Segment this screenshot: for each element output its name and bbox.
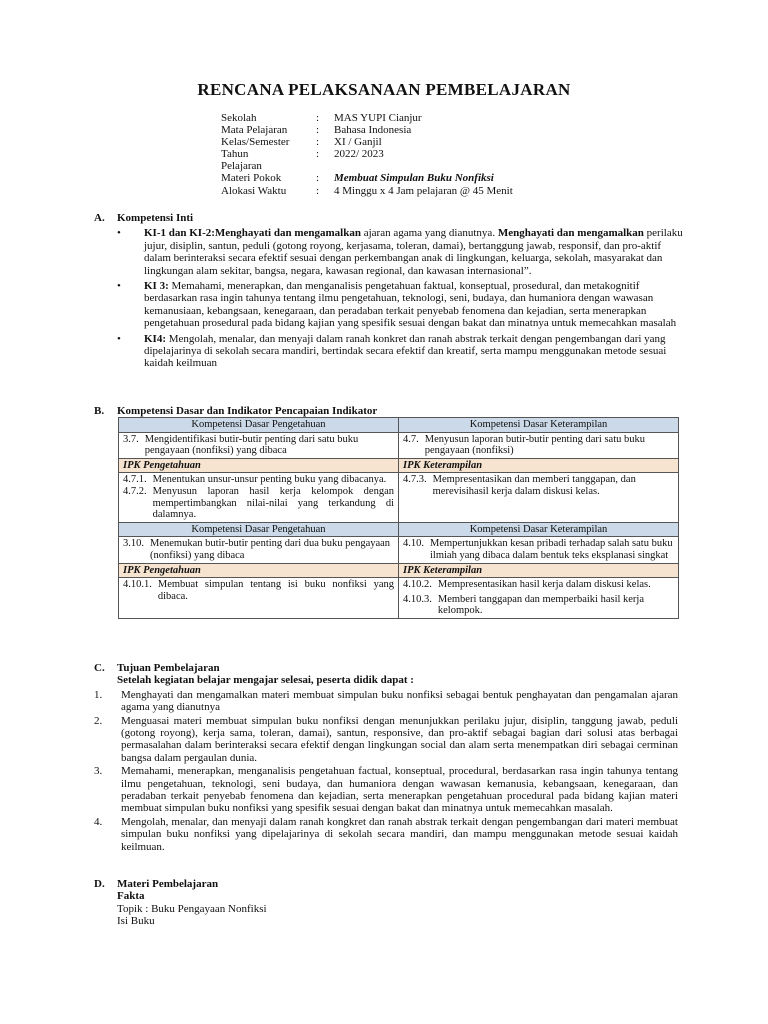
- list-item: [94, 715, 678, 765]
- kd-ipk-table: [118, 417, 679, 619]
- item-text: Menguasai materi membuat simpulan buku nonfiksi dengan menunjukkan perilaku jujur, disiplin, tanggung jawab, peduli (gotong royong), kerja sama, toleran, damai), santun, responsive, dan pro-aktif sebagai bagian dari solusi atas berbagai permasalahan dalam berinteraksi secara efektif dengan lingkungan social dan alam serta menempatkan diri sebagai cerminan bangsa dalam pergaulan dunia.: [121, 714, 678, 764]
- ki-4-item: • KI4: Mengolah, menalar, dan menyaji dalam ranah konkret dan ranah abstrak terkait dengan pengembangan dari yang dipelajarinya di sekolah secara mandiri, bertindak secara efektif dan kreatif, serta mampu menggunakan metode sesuai kaidah keilmuan: [117, 332, 667, 370]
- info-row: [221, 148, 594, 160]
- info-value: Bahasa Indonesia: [334, 124, 412, 137]
- table-row: [119, 578, 679, 619]
- info-label: Kelas/Semester: [221, 136, 290, 149]
- section-c-heading: C. Tujuan Pembelajaran: [94, 662, 220, 674]
- table-row: [119, 537, 679, 563]
- item-number: 1.: [94, 688, 103, 701]
- info-value: 4 Minggu x 4 Jam pelajaran @ 45 Menit: [334, 184, 513, 197]
- ipk-pengetahuan-cell: 4.10.1. Membuat simpulan tentang isi buku nonfiksi yang dibaca.: [119, 578, 399, 619]
- ipk-pengetahuan-label: IPK Pengetahuan: [119, 458, 399, 473]
- item-text: Menghayati dan mengamalkan materi membuat simpulan buku nonfiksi sebagai bentuk penghayatan dan pengamalan ajaran agama yang dianutnya: [121, 688, 678, 714]
- info-value: XI / Ganjil: [334, 136, 382, 149]
- info-label: Materi Pokok: [221, 172, 282, 185]
- table-row: [119, 432, 679, 458]
- info-separator: :: [316, 112, 320, 124]
- info-separator: :: [316, 172, 320, 185]
- item-number: 2.: [94, 714, 103, 727]
- info-label: Mata Pelajaran: [221, 124, 288, 137]
- item-text: Mengolah, menalar, dan menyaji dalam ranah kongkret dan ranah abstrak terkait dengan pengembangan dari materi membuat simpulan buku nonfiksi yang dipelajarinya di sekolah secara mandiri, dan mampu menggunakan metode sesuai kaidah keilmuan.: [121, 815, 678, 853]
- kd-3-7-cell: 3.7. Mengidentifikasi butir-butir penting dari satu buku pengayaan (nonfiksi) yang dibaca: [119, 432, 399, 458]
- section-a-heading: A. Kompetensi Inti: [94, 212, 194, 224]
- ipk-keterampilan-label: IPK Keterampilan: [399, 563, 679, 578]
- info-value: [334, 160, 594, 172]
- item-number: 3.: [94, 765, 103, 778]
- section-kompetensi-dasar: [94, 405, 684, 417]
- ipk-header-row: [119, 563, 679, 578]
- ipk-pengetahuan-cell: 4.7.1. Menentukan unsur-unsur penting buku yang dibacanya. 4.7.2. Menyusun laporan hasil kerja kelompok dengan mempertimbangkan nilai-nilai yang terkandung di dalamnya.: [119, 473, 399, 522]
- kd-3-10-cell: 3.10. Menemukan butir-butir penting dari dua buku pengayaan (nonfiksi) yang dibaca: [119, 537, 399, 563]
- isi-buku-text: Isi Buku: [117, 915, 155, 928]
- info-row: [221, 185, 594, 197]
- ki-3-item: • KI 3: Memahami, menerapkan, dan menganalisis pengetahuan faktual, konseptual, prosedural, dan metakognitif berdasarkan rasa ingin tahunya tentang ilmu pengetahuan, teknologi, seni, budaya, dan humaniora dengan wawasan kemanusiaan, kebangsaan, kenegaraan, dan peradaban terkait penyebab fenomena dan kejadian, serta menerapkan pengetahuan prosedural pada bidang kajian yang spesifik sesuai dengan bakat dan minatnya untuk memecahkan masalah: [117, 280, 677, 330]
- section-tujuan-pembelajaran: [94, 662, 678, 854]
- table-header-row: [119, 418, 679, 433]
- identity-table: [221, 112, 594, 197]
- list-item: [94, 689, 678, 714]
- ipk-keterampilan-cell: 4.7.3. Mempresentasikan dan memberi tanggapan, dan merevisihasil kerja dalam diskusi kelas.: [399, 473, 679, 522]
- info-label: Pelajaran: [221, 160, 262, 173]
- ipk-pengetahuan-label: IPK Pengetahuan: [119, 563, 399, 578]
- header-kd-pengetahuan: Kompetensi Dasar Pengetahuan: [119, 522, 399, 537]
- info-row: [221, 112, 594, 124]
- info-row: [221, 160, 594, 172]
- kd-4-7-cell: 4.7. Menyusun laporan butir-butir penting dari satu buku pengayaan (nonfiksi): [399, 432, 679, 458]
- info-separator: :: [316, 148, 320, 161]
- info-separator: :: [316, 136, 320, 149]
- section-kompetensi-inti: [94, 212, 684, 373]
- header-kd-keterampilan: Kompetensi Dasar Keterampilan: [399, 418, 679, 433]
- ipk-keterampilan-cell: 4.10.2. Mempresentasikan hasil kerja dalam diskusi kelas. 4.10.3. Memberi tanggapan dan memperbaiki hasil kerja kelompok.: [399, 578, 679, 619]
- info-value: MAS YUPI Cianjur: [334, 112, 422, 124]
- table-row: [119, 473, 679, 522]
- ki-1-2-item: • KI-1 dan KI-2:Menghayati dan mengamalkan ajaran agama yang dianutnya. Menghayati dan mengamalkan perilaku jujur, disiplin, santun, peduli (gotong royong, kerjasama, toleran, damai), bertanggung jawab, responsif, dan pro-aktif dalam berinteraksi secara efektif sesuai dengan perkembangan anak di lingkungan, keluarga, sekolah, masyarakat dan lingkungan alam sekitar, bangsa, negara, kawasan regional, dan kawasan internasional”.: [117, 227, 683, 277]
- info-label: Tahun: [221, 148, 249, 161]
- list-item: [94, 816, 678, 853]
- ipk-keterampilan-label: IPK Keterampilan: [399, 458, 679, 473]
- info-separator: [316, 160, 334, 172]
- kd-4-10-cell: 4.10. Mempertunjukkan kesan pribadi terhadap salah satu buku ilmiah yang dibaca dalam bentuk teks eksplanasi singkat: [399, 537, 679, 563]
- info-separator: :: [316, 124, 320, 137]
- header-kd-keterampilan: Kompetensi Dasar Keterampilan: [399, 522, 679, 537]
- info-row: [221, 136, 594, 148]
- info-label: Alokasi Waktu: [221, 184, 287, 197]
- tujuan-list: [94, 689, 678, 853]
- section-c-subheading: Setelah kegiatan belajar mengajar selesai, peserta didik dapat :: [117, 674, 414, 687]
- page-title: RENCANA PELAKSANAAN PEMBELAJARAN: [197, 80, 571, 99]
- info-value: Membuat Simpulan Buku Nonfiksi: [334, 172, 494, 185]
- header-kd-pengetahuan: Kompetensi Dasar Pengetahuan: [119, 418, 399, 433]
- info-value: 2022/ 2023: [334, 148, 384, 161]
- fakta-label: Fakta: [117, 890, 145, 903]
- item-number: 4.: [94, 815, 103, 828]
- ipk-header-row: [119, 458, 679, 473]
- info-row: [221, 172, 594, 184]
- section-materi-pembelajaran: [94, 878, 678, 928]
- topik-text: Topik : Buku Pengayaan Nonfiksi: [117, 902, 267, 915]
- table-header-row: [119, 522, 679, 537]
- list-item: [94, 765, 678, 815]
- section-b-heading: B. Kompetensi Dasar dan Indikator Pencapaian Indikator: [94, 405, 378, 417]
- item-text: Memahami, menerapkan, menganalisis pengetahuan factual, konseptual, procedural, berdasarkan rasa ingin tahunya tentang ilmu pengetahuan, teknologi, seni budaya, dan humaniora dengan wawasan kemanusia, kebangsaan, kenegaraan, dan peradaban terkait penyebab fenomena dan kejadian, serta menerapkan pengetahuan procedural pada bidang kajian materi membuat simpulan buku nonfiksi yang spesifik sesuai dengan bakat dan minatnya untuk memecahkan masalah.: [121, 765, 678, 815]
- info-separator: :: [316, 184, 320, 197]
- section-d-heading: D. Materi Pembelajaran: [94, 878, 219, 890]
- info-label: Sekolah: [221, 112, 257, 124]
- info-row: [221, 124, 594, 136]
